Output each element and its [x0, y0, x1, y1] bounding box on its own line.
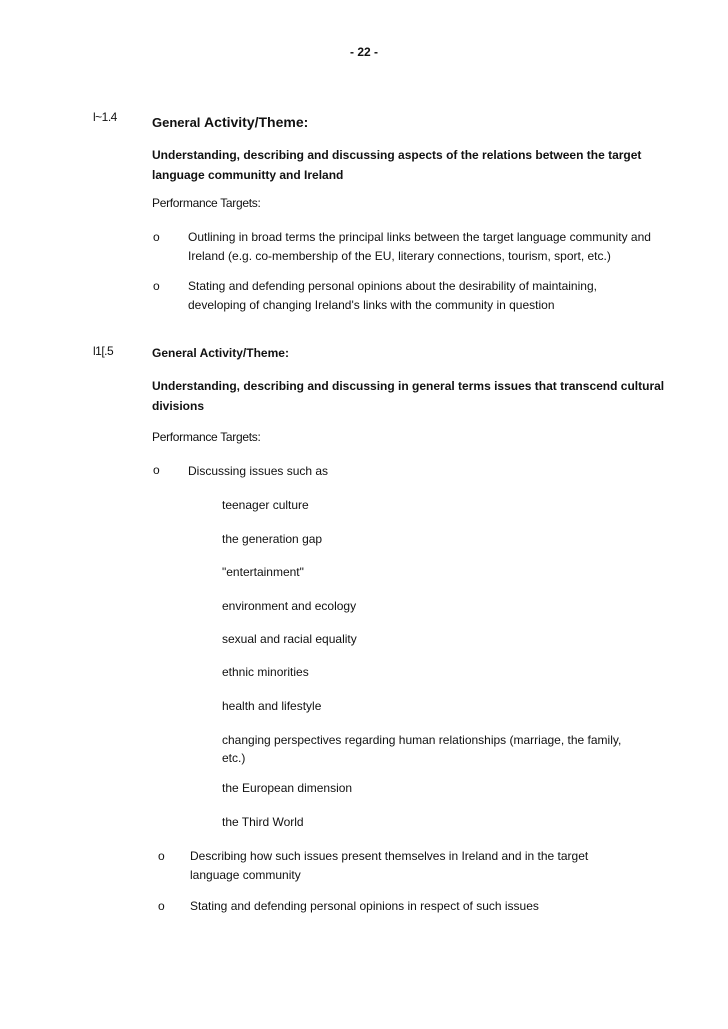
list-item: ethnic minorities [222, 665, 309, 679]
list-item: the Third World [222, 815, 304, 829]
bullet-text: Outlining in broad terms the principal links between the target language community and Ireland (e.g. co-membership of the EU, literary connections, tourism, sport, etc.) [188, 230, 651, 263]
bullet-text: Discussing issues such as [188, 464, 329, 478]
list-item: sexual and racial equality [222, 632, 357, 646]
list-item: "entertainment" [222, 565, 304, 579]
section-number: l1[.5 [93, 344, 114, 358]
bullet-marker: o [153, 463, 160, 477]
heading-rest: Activity/Theme: [204, 114, 309, 130]
list-item: the European dimension [222, 781, 353, 795]
performance-targets-label: Performance Targets: [152, 196, 261, 210]
section-heading [152, 114, 308, 130]
list-item: the generation gap [222, 532, 323, 546]
heading-prefix: General [152, 115, 201, 130]
section-number: l~1.4 [93, 110, 117, 124]
section-heading: General Activity/Theme: [152, 346, 289, 360]
bullet-marker: o [153, 230, 160, 244]
bullet-marker: o [158, 899, 165, 913]
bullet-marker: o [153, 279, 160, 293]
performance-targets-label: Performance Targets: [152, 430, 261, 444]
section-description: Understanding, describing and discussing aspects of the relations between the target language communitty and Ireland [152, 148, 642, 182]
bullet-text: Stating and defending personal opinions in respect of such issues [190, 899, 539, 913]
bullet-text: Describing how such issues present themselves in Ireland and in the target language community [190, 849, 589, 882]
bullet-marker: o [158, 849, 165, 863]
list-item: environment and ecology [222, 599, 357, 613]
bullet-text: Stating and defending personal opinions about the desirability of maintaining, developing of changing Ireland's links with the community in question [188, 279, 597, 312]
section-description: Understanding, describing and discussing in general terms issues that transcend cultural divisions [152, 379, 665, 413]
list-item: health and lifestyle [222, 699, 322, 713]
list-item: changing perspectives regarding human relationships (marriage, the family, etc.) [222, 733, 622, 765]
list-item: teenager culture [222, 498, 309, 512]
page-number: - 22 - [349, 45, 378, 59]
